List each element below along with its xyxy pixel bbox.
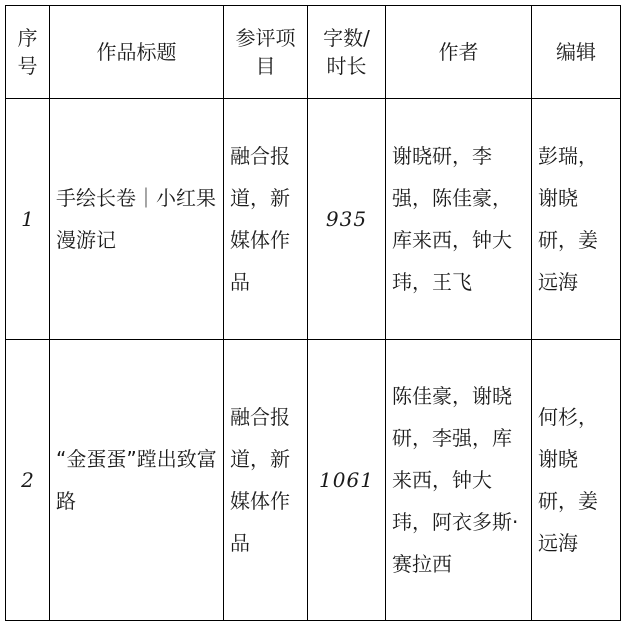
header-index: 序号 xyxy=(6,6,50,99)
table-row xyxy=(6,340,621,621)
row-authors: 谢晓研，李强，陈佳豪，库来西，钟大玮，王飞 xyxy=(386,99,532,340)
row-length: 935 xyxy=(308,99,386,340)
row-length: 1061 xyxy=(308,340,386,621)
header-title: 作品标题 xyxy=(50,6,224,99)
row-editors: 彭瑞，谢晓研，姜远海 xyxy=(532,99,621,340)
row-index: 2 xyxy=(6,340,50,621)
row-title: “金蛋蛋”蹚出致富路 xyxy=(50,340,224,621)
table-header-row xyxy=(6,6,621,99)
header-authors: 作者 xyxy=(386,6,532,99)
row-editors: 何杉，谢晓研，姜远海 xyxy=(532,340,621,621)
row-title: 手绘长卷｜小红果漫游记 xyxy=(50,99,224,340)
header-category: 参评项目 xyxy=(224,6,308,99)
row-category: 融合报道，新媒体作品 xyxy=(224,340,308,621)
row-authors: 陈佳豪，谢晓研，李强，库来西，钟大玮，阿衣多斯·赛拉西 xyxy=(386,340,532,621)
header-length: 字数/时长 xyxy=(308,6,386,99)
header-editors: 编辑 xyxy=(532,6,621,99)
row-index: 1 xyxy=(6,99,50,340)
works-table xyxy=(5,5,621,621)
row-category: 融合报道，新媒体作品 xyxy=(224,99,308,340)
table-row xyxy=(6,99,621,340)
